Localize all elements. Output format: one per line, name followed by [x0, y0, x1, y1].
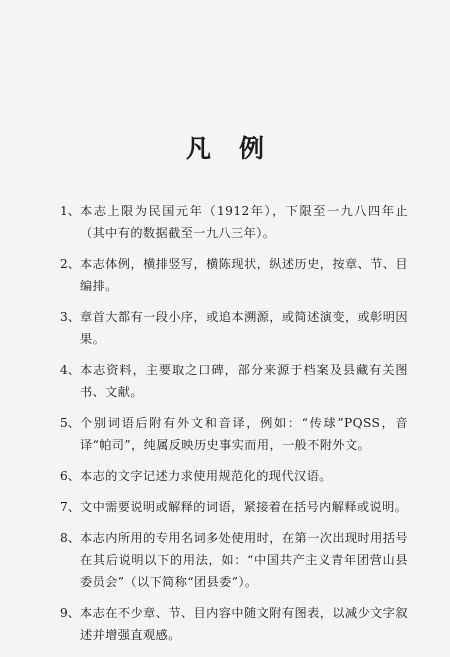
item-text: 本志资料，主要取之口碑，部分来源于档案及县藏有关图书、文献。	[80, 363, 408, 399]
item-text: 本志内所用的专用名词多处使用时，在第一次出现时用括号在其后说明以下的用法，如：“中国共产主义青年团营山县委员会”（以下简称“团县委”）。	[80, 531, 408, 589]
guidelines-list	[60, 200, 408, 655]
item-text: 本志上限为民国元年（1912年），下限至一九八四年止（其中有的数据截至一九八三年）。	[80, 204, 408, 240]
item-number: 7、	[60, 500, 80, 514]
item-number: 8、	[60, 531, 80, 545]
item-text: 本志的文字记述力求使用规范化的现代汉语。	[80, 469, 332, 483]
list-item	[60, 602, 408, 646]
list-item	[60, 359, 408, 403]
page-title: 凡例	[185, 134, 292, 163]
list-item	[60, 253, 408, 297]
list-item	[60, 200, 408, 244]
item-text: 文中需要说明或解释的词语，紧接着在括号内解释或说明。	[80, 500, 408, 514]
list-item	[60, 412, 408, 456]
item-number: 5、	[60, 416, 80, 430]
list-item	[60, 527, 408, 593]
item-number: 4、	[60, 363, 80, 377]
item-text: 个别词语后附有外文和音译，例如：“传球”PQSS，音译“帕司”，纯属反映历史事实而用，一般不附外文。	[80, 416, 408, 452]
item-text: 本志在不少章、节、目内容中随文附有图表，以减少文字叙述并增强直观感。	[80, 606, 408, 642]
item-text: 章首大都有一段小序，或追本溯源，或简述演变，或彰明因果。	[80, 310, 408, 346]
item-number: 2、	[60, 257, 80, 271]
item-number: 3、	[60, 310, 80, 324]
item-text: 本志体例，横排竖写，横陈现状，纵述历史，按章、节、目编排。	[80, 257, 408, 293]
item-number: 1、	[60, 204, 80, 218]
item-number: 6、	[60, 469, 80, 483]
list-item	[60, 465, 408, 487]
list-item	[60, 496, 408, 518]
item-number: 9、	[60, 606, 80, 620]
list-item	[60, 306, 408, 350]
